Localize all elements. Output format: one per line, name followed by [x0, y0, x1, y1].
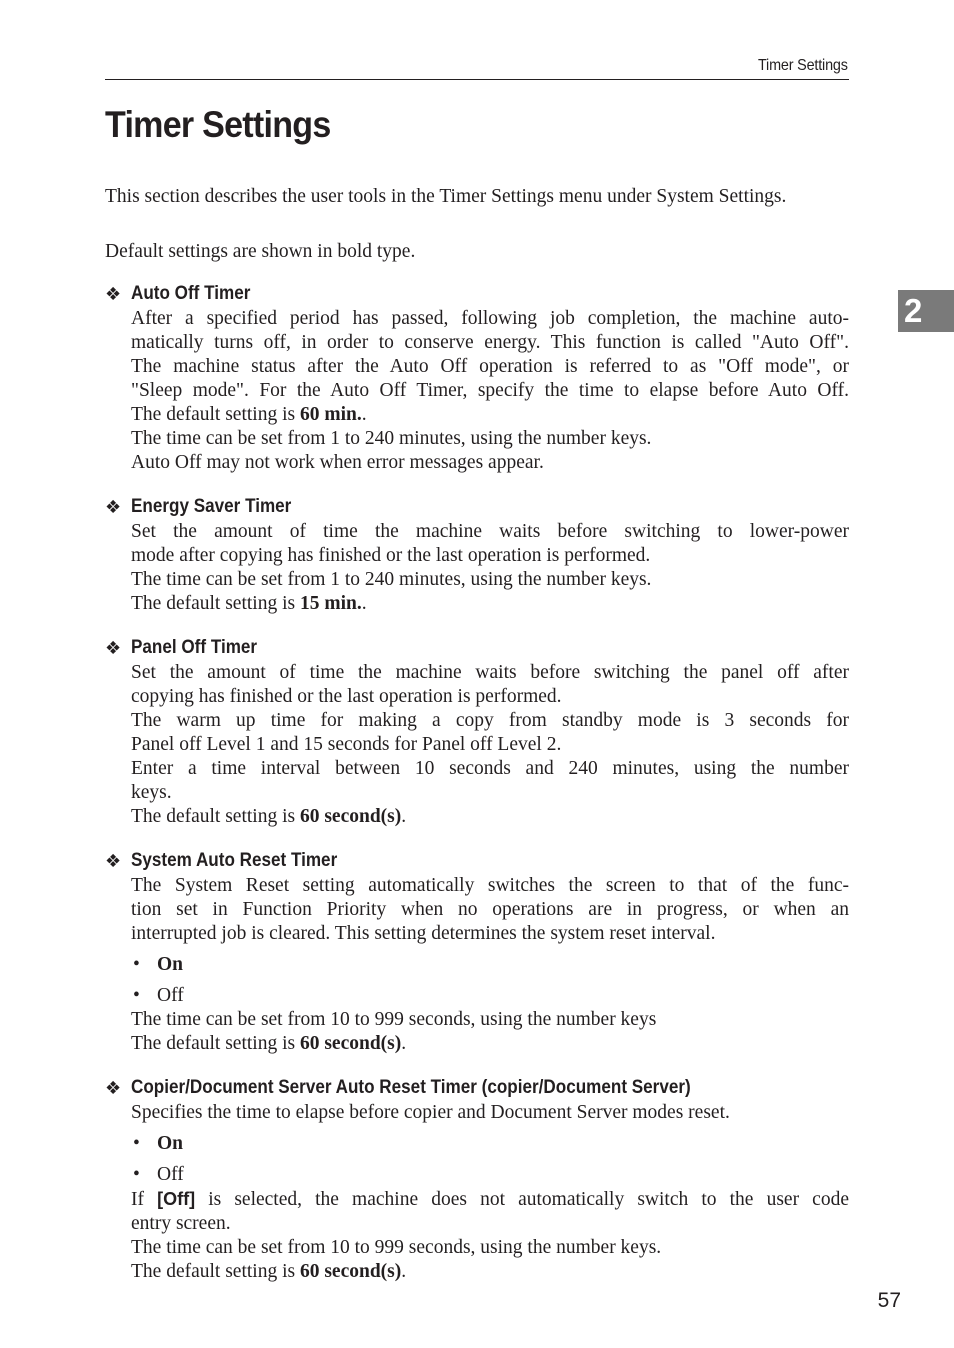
body-line: The time can be set from 1 to 240 minutes, using the number keys.: [131, 569, 652, 590]
option-label: On: [157, 954, 184, 975]
body-line: The warm up time for making a copy from standby mode is 3 seconds for: [131, 710, 849, 731]
diamond-bullet-icon: ❖: [105, 497, 122, 517]
section-heading: [105, 281, 849, 307]
section-heading: [105, 494, 849, 520]
body-line: The System Reset setting automatically switches the screen to that of the func-: [131, 875, 849, 896]
default-value: 60 second(s): [299, 806, 402, 827]
default-prefix: The default setting is: [131, 404, 300, 425]
section-heading-text: Energy Saver Timer: [131, 496, 292, 517]
body-line: The time can be set from 10 to 999 seconds, using the number keys: [131, 1009, 657, 1030]
chapter-tab: 2: [898, 290, 954, 332]
body-line: "Sleep mode". For the Auto Off Timer, specify the time to elapse before Auto Off.: [131, 380, 849, 401]
body-line: Set the amount of time the machine waits before switching to lower-power: [131, 521, 849, 542]
section-heading-text: Auto Off Timer: [131, 283, 251, 304]
body-line: keys.: [131, 782, 172, 803]
option-item-off: [131, 1159, 849, 1190]
header-rule: [105, 79, 849, 80]
body-line: entry screen.: [131, 1213, 231, 1234]
default-setting-line: [131, 1032, 849, 1056]
diamond-bullet-icon: ❖: [105, 638, 122, 658]
body-line: After a specified period has passed, following job completion, the machine auto-: [131, 308, 849, 329]
option-label: Off: [157, 1164, 184, 1185]
section-body: [131, 307, 849, 475]
body-line: interrupted job is cleared. This setting determines the system reset interval.: [131, 923, 716, 944]
option-item-on: [131, 949, 849, 980]
default-prefix: The default setting is: [131, 1033, 300, 1054]
section-system-auto-reset-timer: [105, 848, 849, 1056]
bullet-icon: •: [133, 1133, 140, 1154]
section-heading: [105, 635, 849, 661]
body-line: Auto Off may not work when error messages appear.: [131, 452, 544, 473]
body-line: Panel off Level 1 and 15 seconds for Panel off Level 2.: [131, 734, 562, 755]
body-line: mode after copying has finished or the last operation is performed.: [131, 545, 651, 566]
section-copier-document-server-auto-reset-timer: [105, 1075, 849, 1284]
body-line: copying has finished or the last operation is performed.: [131, 686, 562, 707]
body-line: Set the amount of time the machine waits before switching the panel off after: [131, 662, 849, 683]
section-auto-off-timer: [105, 281, 849, 475]
intro-paragraph: This section describes the user tools in the Timer Settings menu under System Settings.: [105, 186, 787, 207]
intro-default-note: Default settings are shown in bold type.: [105, 241, 416, 262]
default-setting-line: [131, 1260, 849, 1284]
option-label: Off: [157, 985, 184, 1006]
section-heading: [105, 848, 849, 874]
option-label: On: [157, 1133, 184, 1154]
section-heading-text: System Auto Reset Timer: [131, 850, 338, 871]
section-body: [131, 661, 849, 829]
section-body: [131, 520, 849, 616]
default-suffix: .: [361, 404, 367, 425]
default-value: 60 second(s): [299, 1033, 402, 1054]
note-text: is selected, the machine does not automatically switch to the user code: [195, 1189, 849, 1210]
diamond-bullet-icon: ❖: [105, 284, 122, 304]
section-heading: [105, 1075, 849, 1101]
section-body: [131, 874, 849, 1056]
body-line: matically turns off, in order to conserve energy. This function is called "Auto Off".: [131, 332, 849, 353]
diamond-bullet-icon: ❖: [105, 851, 122, 871]
bullet-icon: •: [133, 985, 140, 1006]
bullet-icon: •: [133, 954, 140, 975]
body-line: The machine status after the Auto Off operation is referred to as "Off mode", or: [131, 356, 849, 377]
default-value: 60 second(s): [299, 1261, 402, 1282]
diamond-bullet-icon: ❖: [105, 1078, 122, 1098]
body-line: Specifies the time to elapse before copier and Document Server modes reset.: [131, 1102, 730, 1123]
section-body: [131, 1101, 849, 1284]
page-title: Timer Settings: [105, 104, 331, 145]
default-value: 15 min.: [299, 593, 362, 614]
default-value: 60 min.: [299, 404, 362, 425]
section-heading-text: Copier/Document Server Auto Reset Timer (copier/Document Server): [131, 1077, 691, 1098]
body-line: tion set in Function Priority when no operations are in progress, or when an: [131, 899, 849, 920]
default-setting-line: [131, 403, 849, 427]
note-prefix: If: [131, 1189, 158, 1210]
default-prefix: The default setting is: [131, 806, 300, 827]
default-setting-line: [131, 805, 849, 829]
default-suffix: .: [401, 1261, 407, 1282]
off-note-line: [131, 1187, 849, 1212]
body-line: The time can be set from 10 to 999 seconds, using the number keys.: [131, 1237, 662, 1258]
default-suffix: .: [401, 1033, 407, 1054]
running-header: Timer Settings: [758, 57, 848, 74]
default-suffix: .: [401, 806, 407, 827]
page-number: 57: [877, 1289, 901, 1312]
option-item-off: [131, 980, 849, 1011]
section-heading-text: Panel Off Timer: [131, 637, 258, 658]
off-key-label: [Off]: [157, 1189, 196, 1209]
default-setting-line: [131, 592, 849, 616]
default-prefix: The default setting is: [131, 593, 300, 614]
default-suffix: .: [361, 593, 367, 614]
body-line: Enter a time interval between 10 seconds and 240 minutes, using the number: [131, 758, 849, 779]
section-panel-off-timer: [105, 635, 849, 829]
section-energy-saver-timer: [105, 494, 849, 616]
body-line: The time can be set from 1 to 240 minutes, using the number keys.: [131, 428, 652, 449]
default-prefix: The default setting is: [131, 1261, 300, 1282]
option-item-on: [131, 1128, 849, 1159]
bullet-icon: •: [133, 1164, 140, 1185]
